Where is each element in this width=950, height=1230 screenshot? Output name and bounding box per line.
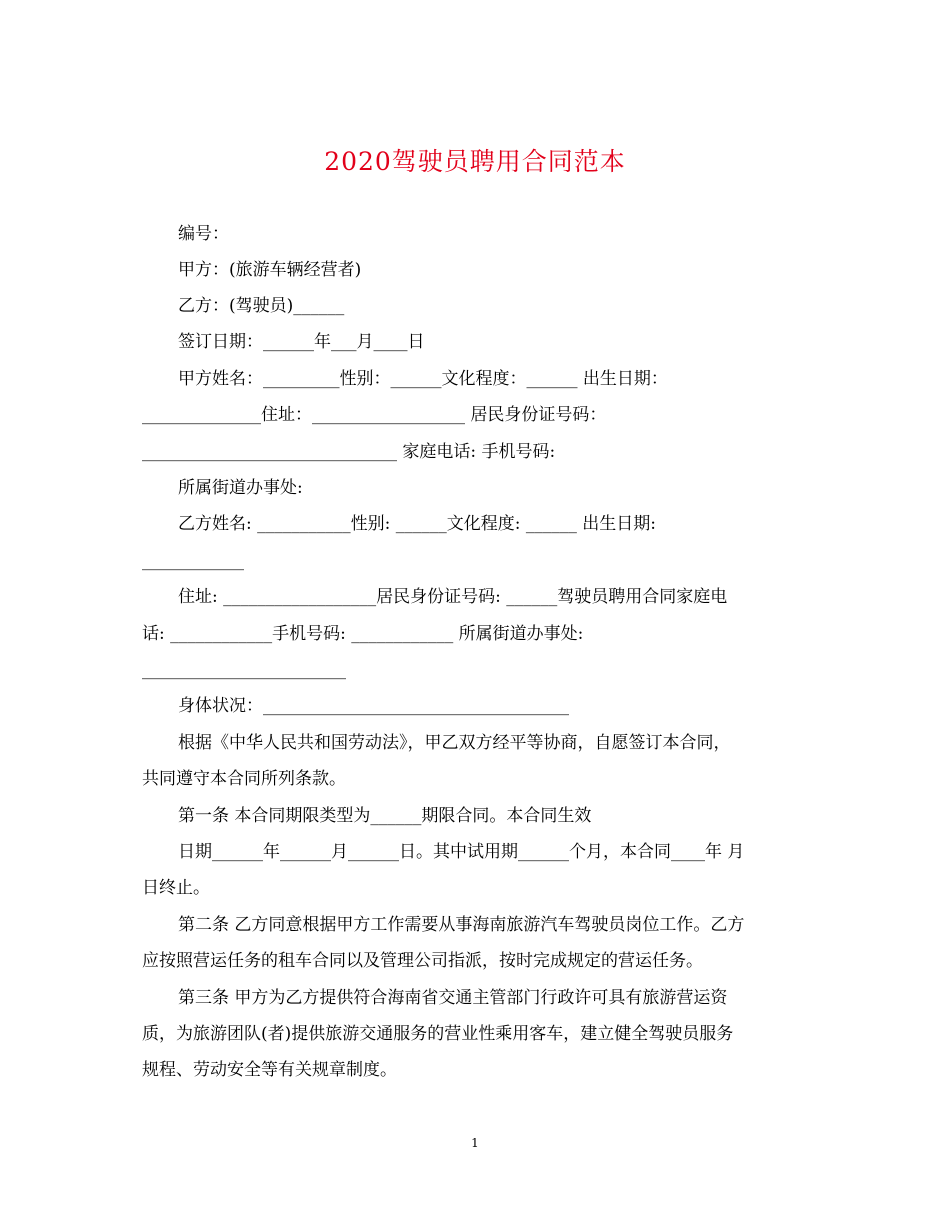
article-1-line-1: 第一条 本合同期限类型为______期限合同。本合同生效 [178,806,592,826]
article-1-line-3: 日终止。 [142,878,210,898]
article-1-line-2: 日期______年______月______日。其中试用期______个月，本合同____年 月 [178,842,745,862]
party-a-info-line: 甲方姓名：_________性别：______文化程度：______ 出生日期： [178,369,668,389]
party-b-birth-blank: ____________ [142,551,244,571]
party-b-phone-line: 话: ____________手机号码: ____________ 所属街道办事处: [142,624,584,644]
party-a-line: 甲方：(旅游车辆经营者) [178,260,362,280]
party-a-phone-line: ______________________________ 家庭电话: 手机号码: [142,442,556,462]
party-b-office-blank: ________________________ [142,660,346,680]
party-b-address-line: 住址: __________________居民身份证号码: ______驾驶员聘用合同家庭电 [178,587,728,607]
party-b-info-line: 乙方姓名: ___________性别: ______文化程度: ______ 出生日期: [178,514,657,534]
document-title: 2020驾驶员聘用合同范本 [324,147,626,176]
article-3-line-3: 规程、劳动安全等有关规章制度。 [142,1060,397,1080]
article-2-line-2: 应按照营运任务的租车合同以及管理公司指派，按时完成规定的营运任务。 [142,951,703,971]
party-b-line: 乙方：(驾驶员)______ [178,296,345,316]
article-3-line-1: 第三条 甲方为乙方提供符合海南省交通主管部门行政许可具有旅游营运资 [178,988,728,1008]
preamble-line-1: 根据《中华人民共和国劳动法》，甲乙双方经平等协商，自愿签订本合同， [178,733,731,753]
page-number: 1 [471,1136,479,1150]
party-a-address-line: ______________住址：__________________ 居民身份证号码： [142,405,607,425]
sign-date-line: 签订日期：______年___月____日 [178,332,425,352]
article-3-line-2: 质，为旅游团队(者)提供旅游交通服务的营业性乘用客车，建立健全驾驶员服务 [142,1024,734,1044]
article-2-line-1: 第二条 乙方同意根据甲方工作需要从事海南旅游汽车驾驶员岗位工作。乙方 [178,915,745,935]
party-a-office-line: 所属街道办事处: [178,478,303,498]
preamble-line-2: 共同遵守本合同所列条款。 [142,769,346,789]
contract-number-line: 编号： [178,224,229,244]
health-status-line: 身体状况：____________________________________ [178,696,569,716]
